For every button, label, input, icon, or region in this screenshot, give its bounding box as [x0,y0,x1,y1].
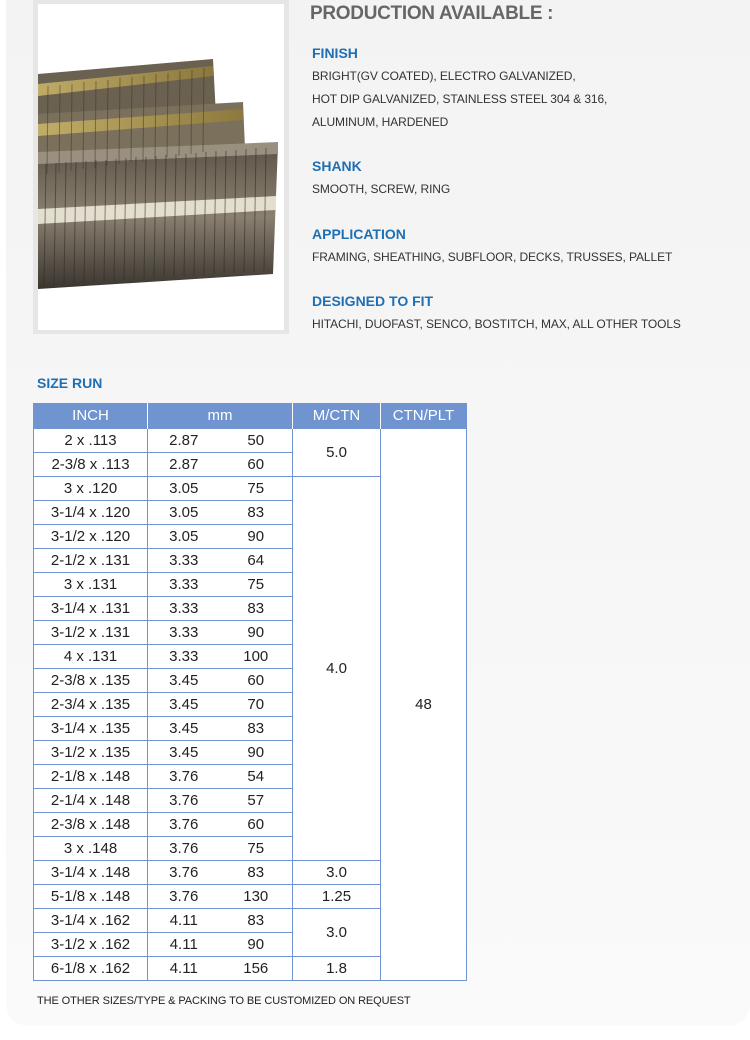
cell-mm-length: 75 [220,477,293,501]
cell-inch: 3-1/2 x .131 [34,621,148,645]
cell-mm-diameter: 4.11 [148,909,220,933]
cell-inch: 3 x .120 [34,477,148,501]
cell-ctn-plt: 48 [381,429,467,981]
size-run-title: SIZE RUN [37,375,103,391]
cell-m-ctn: 1.25 [293,885,381,909]
cell-mm-diameter: 3.45 [148,741,220,765]
section-body-finish [312,65,607,134]
finish-line-3: ALUMINUM, HARDENED [312,115,449,129]
cell-mm-length: 60 [220,669,293,693]
finish-line-1: BRIGHT(GV COATED), ELECTRO GALVANIZED, [312,69,576,83]
shank-line-1: SMOOTH, SCREW, RING [312,182,451,196]
cell-inch: 3-1/2 x .135 [34,741,148,765]
header-inch: INCH [34,403,148,429]
cell-mm-diameter: 4.11 [148,933,220,957]
cell-mm-diameter: 3.76 [148,813,220,837]
footnote: THE OTHER SIZES/TYPE & PACKING TO BE CUSTOMIZED ON REQUEST [37,995,411,1007]
cell-mm-length: 83 [220,597,293,621]
cell-mm-diameter: 3.45 [148,669,220,693]
cell-mm-length: 57 [220,789,293,813]
cell-mm-length: 60 [220,813,293,837]
cell-mm-diameter: 3.76 [148,789,220,813]
cell-inch: 2 x .113 [34,429,148,453]
cell-mm-length: 70 [220,693,293,717]
cell-mm-diameter: 2.87 [148,429,220,453]
size-table-body [34,429,467,981]
cell-inch: 3 x .148 [34,837,148,861]
cell-inch: 2-3/8 x .148 [34,813,148,837]
cell-mm-length: 130 [220,885,293,909]
section-heading-designed-to-fit: DESIGNED TO FIT [312,293,434,309]
cell-mm-diameter: 2.87 [148,453,220,477]
cell-m-ctn: 3.0 [293,909,381,957]
cell-m-ctn: 1.8 [293,957,381,981]
cell-inch: 3-1/4 x .131 [34,597,148,621]
header-m-ctn: M/CTN [293,403,381,429]
coil-nails-image [38,4,284,330]
header-ctn-plt: CTN/PLT [381,403,467,429]
cell-inch: 2-1/2 x .131 [34,549,148,573]
cell-mm-diameter: 3.33 [148,621,220,645]
cell-inch: 3-1/4 x .148 [34,861,148,885]
cell-inch: 6-1/8 x .162 [34,957,148,981]
cell-inch: 2-1/4 x .148 [34,789,148,813]
cell-inch: 3 x .131 [34,573,148,597]
cell-inch: 2-1/8 x .148 [34,765,148,789]
cell-mm-diameter: 3.45 [148,717,220,741]
cell-inch: 2-3/8 x .113 [34,453,148,477]
cell-m-ctn: 3.0 [293,861,381,885]
cell-mm-length: 54 [220,765,293,789]
cell-inch: 2-3/8 x .135 [34,669,148,693]
cell-inch: 2-3/4 x .135 [34,693,148,717]
section-body-shank [312,178,450,201]
cell-inch: 5-1/8 x .148 [34,885,148,909]
cell-mm-length: 83 [220,717,293,741]
cell-inch: 3-1/4 x .162 [34,909,148,933]
cell-mm-diameter: 3.45 [148,693,220,717]
cell-inch: 3-1/4 x .135 [34,717,148,741]
section-heading-shank: SHANK [312,158,362,174]
cell-mm-length: 90 [220,933,293,957]
cell-mm-diameter: 3.05 [148,525,220,549]
cell-inch: 3-1/2 x .162 [34,933,148,957]
cell-mm-diameter: 3.76 [148,837,220,861]
cell-mm-length: 90 [220,525,293,549]
section-body-application [312,246,672,269]
cell-mm-diameter: 3.76 [148,765,220,789]
cell-mm-length: 90 [220,621,293,645]
cell-mm-length: 83 [220,909,293,933]
cell-mm-diameter: 3.33 [148,573,220,597]
cell-mm-diameter: 4.11 [148,957,220,981]
header-mm: mm [148,403,293,429]
application-line-1: FRAMING, SHEATHING, SUBFLOOR, DECKS, TRUSSES, PALLET [312,250,673,264]
size-run-table [33,403,467,981]
page-title: PRODUCTION AVAILABLE : [310,3,554,24]
cell-mm-diameter: 3.05 [148,501,220,525]
cell-inch: 3-1/2 x .120 [34,525,148,549]
designed-to-fit-line-1: HITACHI, DUOFAST, SENCO, BOSTITCH, MAX, ALL OTHER TOOLS [312,317,681,331]
cell-mm-diameter: 3.76 [148,861,220,885]
cell-mm-diameter: 3.76 [148,885,220,909]
cell-inch: 4 x .131 [34,645,148,669]
section-heading-application: APPLICATION [312,226,406,242]
finish-line-2: HOT DIP GALVANIZED, STAINLESS STEEL 304 & 316, [312,92,608,106]
cell-mm-length: 60 [220,453,293,477]
size-table-header-row [34,403,467,429]
section-heading-finish: FINISH [312,45,358,61]
cell-mm-length: 83 [220,501,293,525]
table-row [34,429,467,453]
cell-mm-length: 90 [220,741,293,765]
cell-mm-length: 50 [220,429,293,453]
cell-inch: 3-1/4 x .120 [34,501,148,525]
cell-mm-length: 83 [220,861,293,885]
section-body-designed-to-fit [312,313,681,336]
cell-mm-diameter: 3.05 [148,477,220,501]
cell-m-ctn: 5.0 [293,429,381,477]
cell-mm-diameter: 3.33 [148,549,220,573]
product-photo [38,4,284,330]
cell-mm-length: 64 [220,549,293,573]
cell-mm-length: 75 [220,837,293,861]
cell-mm-diameter: 3.33 [148,597,220,621]
cell-mm-diameter: 3.33 [148,645,220,669]
cell-mm-length: 100 [220,645,293,669]
cell-m-ctn: 4.0 [293,477,381,861]
cell-mm-length: 156 [220,957,293,981]
cell-mm-length: 75 [220,573,293,597]
